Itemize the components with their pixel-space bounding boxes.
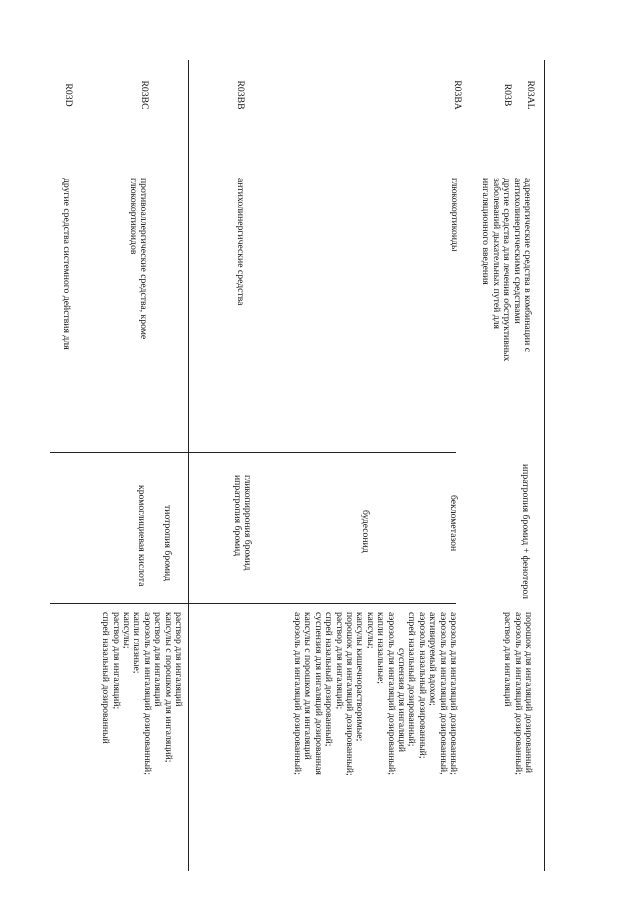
group-name: антихолинергические средства xyxy=(235,178,246,306)
table-top-rule xyxy=(544,60,545,871)
column-divider xyxy=(50,603,456,604)
group-name: адренергические средства в комбинации с антихолинергическими средствами xyxy=(511,178,533,353)
substance-name: ипратропия бромид + фенотерол xyxy=(520,464,531,599)
dosage-forms: раствор для ингаляций капсулы с порошком для ингаляций; раствор для ингаляций аэрозоль для ингаляций дозированный; капли глазные; капсулы; раствор для ингаляций; спрей назальный дозированный xyxy=(100,612,184,775)
group-name: противоаллергические средства, кроме глюкокортикоидов xyxy=(127,178,149,340)
group-name: другие средства для лечения обструктивных заболеваний дыхательных путей для ингаляционного введения xyxy=(480,178,512,362)
atc-code: R03D xyxy=(63,83,74,107)
dosage-forms: аэрозоль для ингаляций дозированный; аэрозоль для ингаляций дозированный, активируемый вдохом; аэрозоль назальный дозированный; спрей назальный дозированный; суспензия для ингаляций аэрозоль для ингаляций дозированный; капли назальные; капсулы; капсулы кишечнорастворимые; порошок для ингаляций дозированный; раствор для ингаляций; спрей назальный дозированный; суспензия для ингаляций дозированная капсулы с порошком для ингаляций аэрозоль для ингаляций дозированный; xyxy=(291,612,459,776)
atc-code: R03AL xyxy=(525,80,536,110)
atc-code: R03BA xyxy=(452,80,463,110)
atc-code: R03B xyxy=(502,83,513,107)
substance-name: тиотропия бромид xyxy=(162,505,173,582)
section-rule xyxy=(188,60,189,871)
substance-name: беклометазон xyxy=(448,495,459,552)
dosage-forms: порошок для ингаляций дозированный аэрозоль для ингаляций дозированный; раствор для ингаляций xyxy=(502,612,534,775)
atc-code: R03BB xyxy=(235,80,246,110)
substance-name: гликопиррония бромид ипратропия бромид xyxy=(231,475,253,571)
substance-name: будесонид xyxy=(360,510,371,553)
group-name: другие средства системного действия для xyxy=(61,178,72,350)
group-name: глюкокортикоиды xyxy=(449,178,460,252)
atc-code: R03BC xyxy=(139,80,150,110)
column-divider xyxy=(50,452,456,453)
substance-name: кромоглициевая кислота xyxy=(136,485,147,587)
